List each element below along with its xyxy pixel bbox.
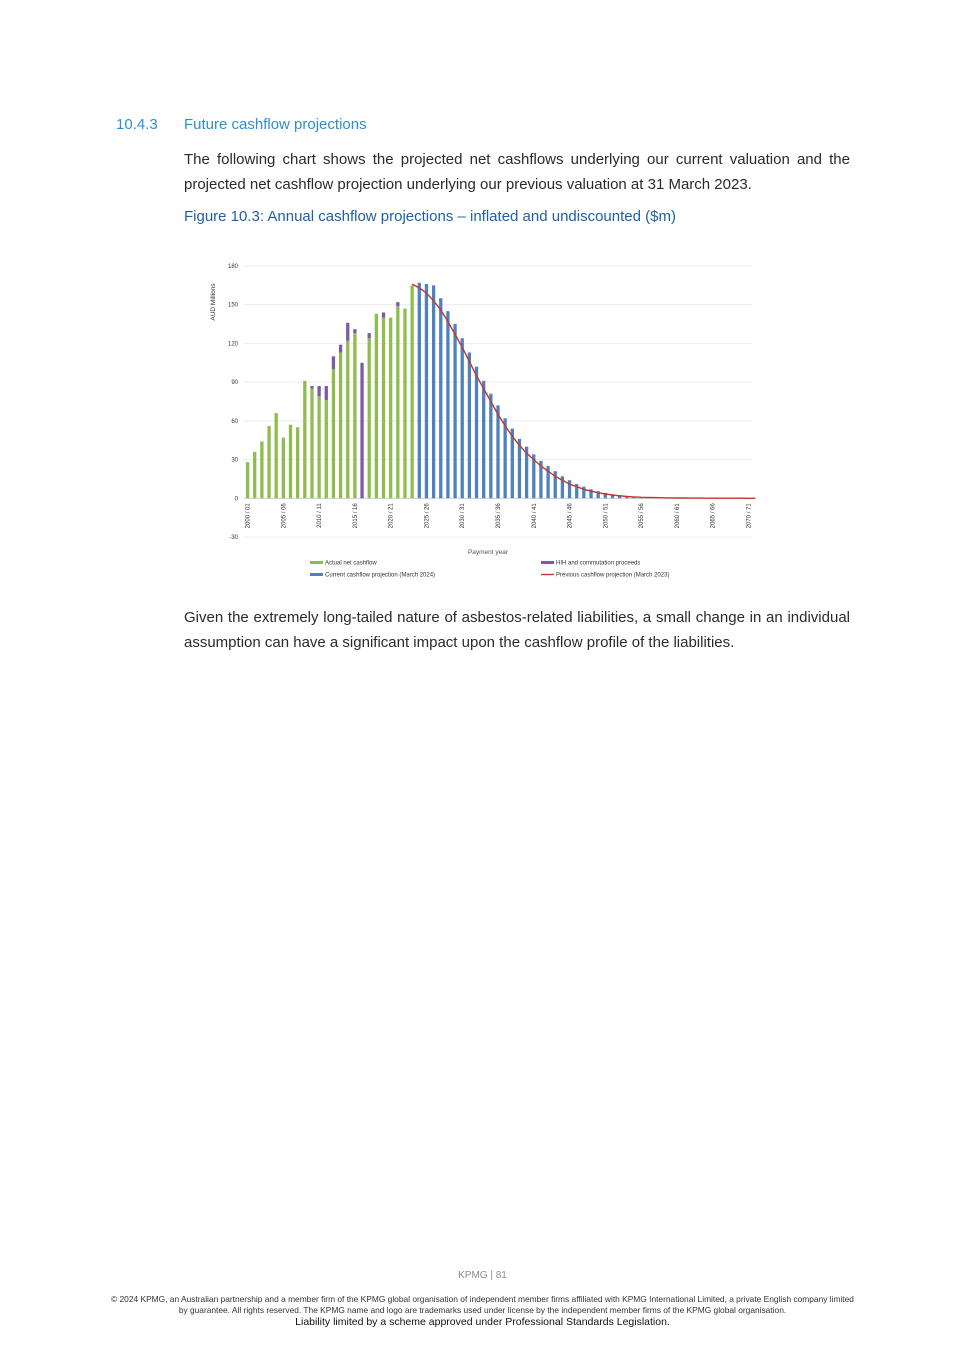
bar-hih-commutation <box>360 363 363 499</box>
conclusion-paragraph: Given the extremely long-tailed nature of asbestos-related liabilities, a small change in an individual assumption can have a significant impact upon the cashflow profile of the liabilities. <box>184 609 850 651</box>
bar-actual-net-cashflow <box>260 442 263 499</box>
x-tick-label: 2040 / 41 <box>531 503 538 529</box>
bar-actual-net-cashflow <box>382 318 385 499</box>
bar-actual-net-cashflow <box>353 333 356 498</box>
x-tick-label: 2035 / 36 <box>496 503 502 529</box>
y-tick-label: 150 <box>227 302 238 309</box>
x-tick-label: 2020 / 21 <box>388 503 395 529</box>
bar-actual-net-cashflow <box>310 389 313 499</box>
bar-current-projection <box>439 298 442 498</box>
x-tick-label: 2070 / 71 <box>746 503 753 529</box>
y-axis-label: AUD Millions <box>210 283 217 321</box>
bar-actual-net-cashflow <box>368 338 371 498</box>
legend-swatch <box>541 561 554 564</box>
legend-label: Previous cashflow projection (March 2023) <box>556 572 670 579</box>
legend-swatch <box>310 573 323 576</box>
bar-actual-net-cashflow <box>267 426 270 498</box>
bar-hih-commutation <box>368 333 371 338</box>
bar-hih-commutation <box>339 345 342 353</box>
bar-current-projection <box>446 311 449 498</box>
bar-actual-net-cashflow <box>389 318 392 499</box>
bar-actual-net-cashflow <box>346 341 349 498</box>
x-tick-label: 2030 / 31 <box>460 503 467 529</box>
figure-caption: Figure 10.3: Annual cashflow projections – inflated and undiscounted ($m) <box>184 208 676 225</box>
x-tick-label: 2065 / 66 <box>710 503 717 529</box>
bar-current-projection <box>418 283 421 499</box>
bar-actual-net-cashflow <box>396 306 399 498</box>
legend-label: Current cashflow projection (March 2024) <box>325 572 436 579</box>
bar-hih-commutation <box>382 312 385 317</box>
bar-actual-net-cashflow <box>275 413 278 498</box>
bar-hih-commutation <box>317 386 320 396</box>
bar-actual-net-cashflow <box>403 309 406 499</box>
bar-actual-net-cashflow <box>325 400 328 498</box>
bar-hih-commutation <box>346 323 349 341</box>
bar-current-projection <box>511 429 514 499</box>
bar-actual-net-cashflow <box>375 314 378 499</box>
bar-actual-net-cashflow <box>410 285 413 498</box>
x-tick-label: 2015 / 16 <box>352 503 359 529</box>
bar-hih-commutation <box>396 302 399 306</box>
bar-current-projection <box>518 439 521 498</box>
bar-hih-commutation <box>325 386 328 400</box>
x-tick-label: 2010 / 11 <box>317 503 324 528</box>
footer-copyright: © 2024 KPMG, an Australian partnership and a member firm of the KPMG global organisation of independent member firms affiliated with KPMG International Limited, a private English company limited by guarantee. All rights reserved. The KPMG name and logo are trademarks used under license by the independent member firms of the KPMG global organisation. <box>111 1294 854 1315</box>
x-tick-label: 2050 / 51 <box>603 503 610 529</box>
x-tick-label: 2025 / 26 <box>424 503 431 529</box>
section-heading <box>116 116 367 133</box>
section-title: Future cashflow projections <box>184 116 367 133</box>
x-tick-label: 2005 / 06 <box>281 503 288 529</box>
bar-current-projection <box>453 324 456 498</box>
y-tick-label: 180 <box>227 264 238 270</box>
bar-current-projection <box>482 381 485 498</box>
footer-page-number: KPMG | 81 <box>458 1270 507 1281</box>
cashflow-chart <box>200 255 770 585</box>
bar-hih-commutation <box>310 386 313 389</box>
x-tick-label: 2060 / 61 <box>674 503 681 529</box>
y-tick-label: 120 <box>227 341 238 348</box>
section-number: 10.4.3 <box>116 116 158 133</box>
bar-current-projection <box>489 394 492 499</box>
y-tick-label: 90 <box>231 380 238 387</box>
bar-current-projection <box>468 352 471 498</box>
bar-actual-net-cashflow <box>282 438 285 499</box>
bar-current-projection <box>475 367 478 499</box>
bar-actual-net-cashflow <box>339 352 342 498</box>
bar-current-projection <box>425 284 428 498</box>
y-tick-label: 60 <box>231 418 238 425</box>
y-tick-label: 0 <box>234 496 238 503</box>
bar-current-projection <box>504 418 507 498</box>
bar-actual-net-cashflow <box>289 425 292 499</box>
bar-current-projection <box>432 285 435 498</box>
intro-paragraph: The following chart shows the projected net cashflows underlying our current valuation and the projected net cashflow projection underlying our previous valuation at 31 March 2023. <box>184 151 850 193</box>
x-axis-label: Payment year <box>467 549 509 556</box>
x-tick-label: 2055 / 56 <box>639 503 646 529</box>
y-tick-label: 30 <box>231 457 238 464</box>
bar-actual-net-cashflow <box>317 396 320 498</box>
y-tick-label: -30 <box>229 535 238 541</box>
x-tick-label: 2000 / 01 <box>245 503 252 529</box>
footer-liability: Liability limited by a scheme approved under Professional Standards Legislation. <box>295 1316 670 1328</box>
bar-actual-net-cashflow <box>332 369 335 498</box>
bar-actual-net-cashflow <box>303 381 306 498</box>
bar-hih-commutation <box>332 356 335 369</box>
legend-swatch <box>310 561 323 564</box>
bar-actual-net-cashflow <box>246 462 249 498</box>
bar-actual-net-cashflow <box>296 427 299 498</box>
bar-current-projection <box>496 405 499 498</box>
legend-label: HIH and commutation proceeds <box>556 560 641 567</box>
bar-current-projection <box>461 338 464 498</box>
x-tick-label: 2045 / 46 <box>567 503 574 529</box>
legend-label: Actual net cashflow <box>325 560 377 567</box>
bar-actual-net-cashflow <box>253 452 256 498</box>
bar-hih-commutation <box>353 329 356 333</box>
